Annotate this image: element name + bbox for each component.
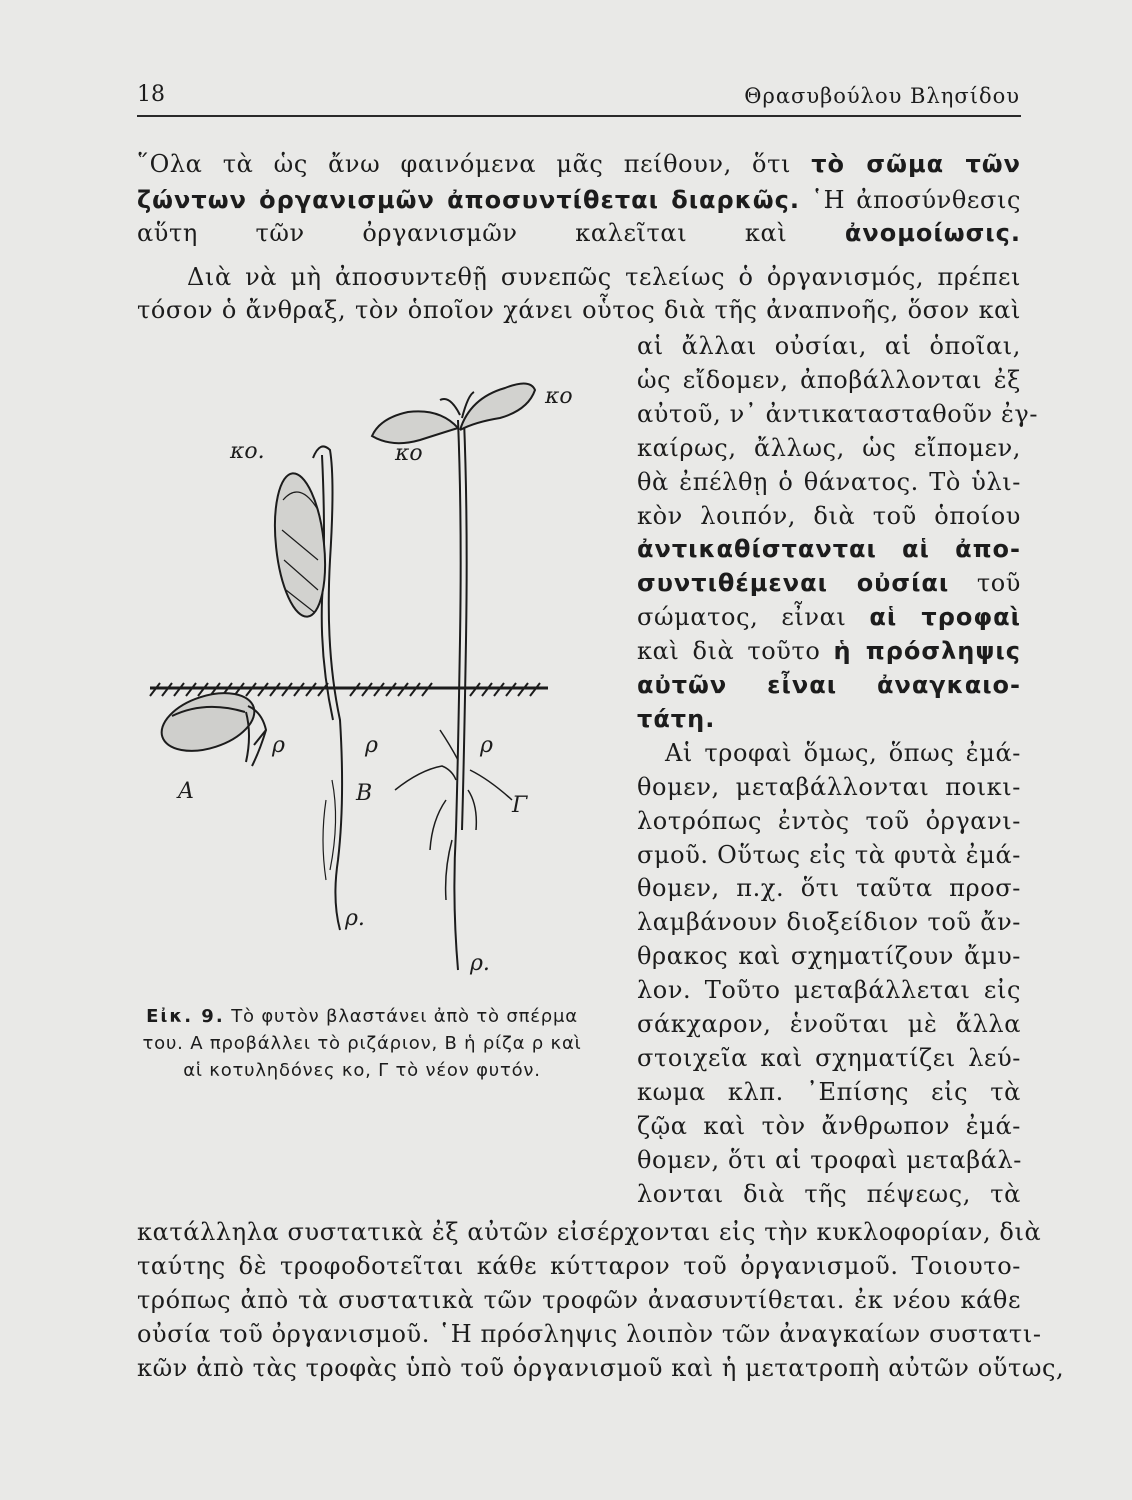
label-b: Β [356, 781, 373, 806]
text-run: λον. Τοῦτο μεταβάλλεται εἰς [637, 976, 1021, 1005]
bold-text-run: τάτη. [637, 704, 716, 733]
text-run: αἱ ἄλλαι οὐσίαι, αἱ ὁποῖαι, [637, 332, 1021, 360]
label-rho-b2: ρ. [345, 906, 365, 931]
label-ko-b: κο. [230, 439, 265, 464]
bold-text-run: αἱ τροφαὶ [869, 603, 1021, 632]
figure-caption [142, 1003, 582, 1084]
caption-text: Τὸ φυτὸν βλαστάνει ἀπὸ τὸ σπέρμα του. Α προβάλλει τὸ ριζάριον, Β ἡ ρίζα ρ καὶ αἱ κοτυληδόνες κο, Γ τὸ νέον φυτόν. [142, 1006, 582, 1081]
label-rho-a: ρ [272, 733, 285, 758]
label-g: Γ [512, 793, 528, 818]
text-run: σμοῦ. Οὕτως εἰς τὰ φυτὰ ἐμά- [637, 840, 1021, 869]
label-rho-g: ρ [480, 733, 493, 758]
text-run: θρακος καὶ σχηματίζουν ἄμυ- [637, 942, 1021, 971]
text-run: ζῷα καὶ τὸν ἄνθρωπον ἐμά- [637, 1111, 1021, 1140]
bold-text-run: συντιθέμεναι οὐσίαι [637, 569, 950, 598]
bold-text-run: ἡ πρόσληψις [833, 637, 1021, 666]
text-run: καὶ διὰ τοῦτο [637, 637, 834, 666]
text-run: αὕτη τῶν ὀργανισμῶν καλεῖται καὶ [137, 219, 845, 247]
caption-prefix: Εἰκ. 9. [146, 1006, 225, 1027]
text-run: θομεν, ὅτι αἱ τροφαὶ μεταβάλ- [637, 1145, 1022, 1174]
text-run: θομεν, μεταβάλλονται ποικι- [637, 772, 1021, 801]
text-run: κῶν ἀπὸ τὰς τροφὰς ὑπὸ τοῦ ὀργανισμοῦ καὶ ἡ μετατροπὴ αὐτῶν οὕτως, [137, 1354, 1065, 1382]
text-run: κωμα κλπ. ᾿Επίσης εἰς τὰ [637, 1077, 1021, 1106]
text-run: κὸν λοιπόν, διὰ τοῦ ὁποίου [637, 501, 1021, 530]
text-run: ὡς εἴδομεν, ἀποβάλλονται ἐξ [637, 365, 1021, 394]
text-run: κατάλληλα συστατικὰ ἐξ αὐτῶν εἰσέρχονται εἰς τὴν κυκλοφορίαν, διὰ [137, 1218, 1042, 1246]
label-ko-g2: κο [545, 384, 573, 409]
text-run: λοτρόπως ἐντὸς τοῦ ὀργανι- [637, 806, 1021, 835]
text-run: λαμβάνουν διοξείδιον τοῦ ἄν- [637, 908, 1021, 937]
text-run: καίρως, ἄλλως, ὡς εἴπομεν, [637, 433, 1021, 462]
label-rho-b: ρ [365, 733, 378, 758]
text-run: τόσον ὁ ἄνθραξ, τὸν ὁποῖον χάνει οὗτος διὰ τῆς ἀναπνοῆς, ὅσον καὶ [137, 296, 1021, 324]
text-run: τοῦ [949, 569, 1021, 598]
text-run: σάκχαρον, ἑνοῦται μὲ ἄλλα [637, 1010, 1021, 1038]
text-run: ῾Η ἀποσύνθεσις [799, 186, 1021, 214]
bold-text-run: τὸ σῶμα τῶν [811, 150, 1021, 178]
seed-a [154, 682, 266, 766]
bold-text-run: ἀνομοίωσις. [844, 219, 1021, 247]
text-run: τρόπως ἀπὸ τὰ συστατικὰ τῶν τροφῶν ἀνασυντίθεται. ἐκ νέου κάθε [137, 1286, 1021, 1314]
text-run: Διὰ νὰ μὴ ἀποσυντεθῇ συνεπῶς τελείως ὁ ὀργανισμός, πρέπει [187, 263, 1021, 291]
seedling-g [372, 383, 535, 970]
text-run: στοιχεῖα καὶ σχηματίζει λεύ- [637, 1043, 1021, 1072]
label-ko-g1: κο [395, 441, 423, 466]
text-run: Αἱ τροφαὶ ὅμως, ὅπως ἐμά- [665, 738, 1021, 767]
text-run: ῞Ολα τὰ ὡς ἄνω φαινόμενα μᾶς πείθουν, ὅτι [137, 150, 812, 178]
text-run: θομεν, π.χ. ὅτι ταῦτα προσ- [637, 874, 1021, 903]
bold-text-run: αὐτῶν εἶναι ἀναγκαιο- [637, 671, 1021, 699]
text-run: ταύτης δὲ τροφοδοτεῖται κάθε κύτταρον τοῦ ὀργανισμοῦ. Τοιουτο- [137, 1252, 1021, 1280]
label-a: Α [178, 779, 194, 804]
bold-text-run: ζώντων ὀργανισμῶν ἀποσυντίθεται διαρκῶς. [137, 186, 800, 214]
text-run: σώματος, εἶναι [637, 603, 870, 632]
text-run: οὐσία τοῦ ὀργανισμοῦ. ῾Η πρόσληψις λοιπὸν τῶν ἀναγκαίων συστατι- [137, 1320, 1042, 1348]
running-head: Θρασυβούλου Βλησίδου [744, 84, 1020, 108]
text-run: αὐτοῦ, ν᾿ ἀντικατασταθοῦν ἐγ- [637, 399, 1039, 428]
text-run: λονται διὰ τῆς πέψεως, τὰ [637, 1179, 1021, 1208]
page-number: 18 [137, 82, 165, 107]
label-rho-g2: ρ. [470, 951, 490, 976]
text-run: θὰ ἐπέλθῃ ὁ θάνατος. Τὸ ὑλι- [637, 467, 1021, 496]
bold-text-run: ἀντικαθίστανται αἱ ἀπο- [637, 535, 1021, 564]
